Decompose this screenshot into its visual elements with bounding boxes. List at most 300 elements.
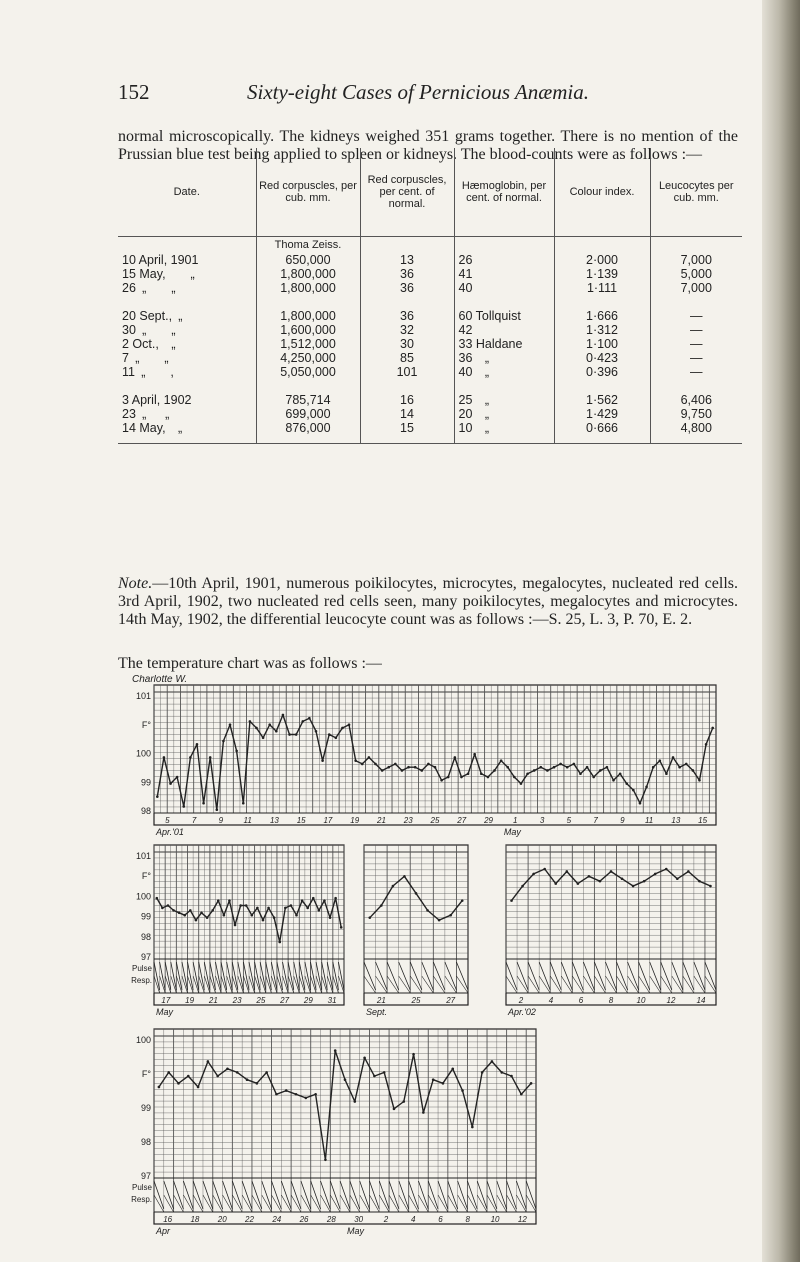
table-cell: 0·666 bbox=[554, 421, 650, 444]
temperature-line bbox=[159, 1051, 531, 1160]
table-row bbox=[118, 407, 742, 421]
resp-hatch bbox=[410, 976, 422, 993]
temperature-point bbox=[412, 1053, 415, 1056]
pulse-hatch bbox=[238, 962, 244, 990]
temperature-point bbox=[222, 740, 225, 743]
table-cell: 25 „ bbox=[454, 393, 554, 407]
table-cell: 1·139 bbox=[554, 267, 650, 281]
table-cell: 1,600,000 bbox=[256, 323, 360, 337]
date-tick-label: 26 bbox=[299, 1215, 309, 1224]
month-label: Sept. bbox=[366, 1007, 388, 1017]
pulse-hatch bbox=[672, 962, 683, 990]
table-cell: 10 April, 1901 bbox=[122, 253, 199, 267]
pulse-hatch bbox=[327, 962, 333, 990]
temperature-point bbox=[348, 723, 351, 726]
pulse-hatch bbox=[550, 962, 561, 990]
pulse-hatch bbox=[410, 962, 422, 990]
resp-hatch bbox=[497, 1195, 507, 1212]
temperature-point bbox=[577, 882, 580, 885]
panel-frame bbox=[154, 685, 716, 825]
temperature-point bbox=[183, 914, 186, 917]
temperature-line bbox=[512, 869, 711, 901]
pulse-hatch bbox=[171, 962, 177, 990]
temperature-point bbox=[177, 1082, 180, 1085]
temperature-point bbox=[426, 909, 429, 912]
temperature-point bbox=[206, 916, 209, 919]
table-spacer-row bbox=[118, 295, 742, 309]
resp-hatch bbox=[272, 1195, 282, 1212]
resp-hatch bbox=[507, 1195, 517, 1212]
temperature-chart bbox=[128, 675, 718, 1255]
y-tick-label: F° bbox=[141, 719, 151, 730]
date-tick-label: 28 bbox=[326, 1215, 336, 1224]
temperature-point bbox=[554, 882, 557, 885]
pulse-hatch bbox=[477, 1181, 487, 1209]
resp-hatch bbox=[203, 1195, 213, 1212]
date-tick-label: 31 bbox=[327, 996, 337, 1005]
temperature-point bbox=[553, 766, 556, 769]
temperature-point bbox=[295, 733, 298, 736]
pulse-hatch bbox=[583, 962, 594, 990]
temperature-point bbox=[676, 877, 679, 880]
pulse-hatch bbox=[379, 1181, 389, 1209]
pulse-hatch bbox=[262, 1181, 272, 1209]
temperature-point bbox=[506, 766, 509, 769]
date-tick-label: 21 bbox=[376, 996, 386, 1005]
chart-panel-middle-right bbox=[506, 845, 716, 1005]
temperature-point bbox=[189, 756, 192, 759]
table-cell: 0·396 bbox=[554, 365, 650, 379]
resp-hatch bbox=[350, 1195, 360, 1212]
temperature-point bbox=[178, 911, 181, 914]
resp-hatch bbox=[672, 976, 683, 993]
pulse-hatch bbox=[203, 1181, 213, 1209]
date-tick-label: 27 bbox=[446, 996, 456, 1005]
pulse-hatch bbox=[333, 962, 339, 990]
temperature-point bbox=[318, 909, 321, 912]
resp-hatch bbox=[445, 976, 457, 993]
table-cell: 1·111 bbox=[554, 281, 650, 295]
blood-count-table bbox=[118, 148, 742, 444]
temperature-point bbox=[573, 763, 576, 766]
date-tick-label: 5 bbox=[165, 816, 170, 825]
chart-panel-bottom bbox=[154, 1029, 536, 1224]
pulse-hatch bbox=[330, 1181, 340, 1209]
temperature-point bbox=[282, 714, 285, 717]
resp-hatch bbox=[387, 976, 399, 993]
pulse-hatch bbox=[252, 1181, 262, 1209]
temperature-point bbox=[321, 759, 324, 762]
resp-hatch bbox=[376, 976, 388, 993]
table-cell: — bbox=[650, 351, 742, 365]
temperature-point bbox=[599, 880, 602, 883]
temperature-point bbox=[195, 919, 198, 922]
temperature-point bbox=[643, 880, 646, 883]
resp-hatch bbox=[399, 976, 411, 993]
pulse-hatch bbox=[321, 1181, 331, 1209]
pulse-hatch bbox=[199, 962, 205, 990]
pulse-hatch bbox=[160, 962, 166, 990]
temperature-point bbox=[487, 776, 490, 779]
pulse-hatch bbox=[154, 1181, 164, 1209]
temperature-point bbox=[324, 1158, 327, 1161]
resp-hatch bbox=[572, 976, 583, 993]
pulse-hatch bbox=[299, 962, 305, 990]
table-cell: 1·666 bbox=[554, 309, 650, 323]
unit-row bbox=[118, 237, 742, 254]
table-cell: 14 May, „ bbox=[118, 421, 256, 444]
table-cell: — bbox=[650, 365, 742, 379]
temperature-point bbox=[340, 926, 343, 929]
pulse-hatch bbox=[705, 962, 716, 990]
temperature-point bbox=[500, 1071, 503, 1074]
temperature-point bbox=[414, 766, 417, 769]
side-label: Pulse bbox=[131, 1183, 152, 1192]
temperature-point bbox=[491, 1060, 494, 1063]
temperature-point bbox=[285, 1089, 288, 1092]
temperature-point bbox=[341, 727, 344, 730]
date-tick-label: 14 bbox=[696, 996, 706, 1005]
table-row bbox=[118, 253, 742, 267]
resp-hatch bbox=[517, 976, 528, 993]
pulse-hatch bbox=[165, 962, 171, 990]
resp-hatch bbox=[428, 1195, 438, 1212]
temperature-point bbox=[599, 769, 602, 772]
table-row bbox=[118, 337, 742, 351]
pulse-hatch bbox=[572, 962, 583, 990]
y-tick-label: 99 bbox=[140, 777, 151, 788]
y-tick-label: 97 bbox=[140, 952, 151, 962]
intro-paragraph: normal microscopically. The kidneys weighed 351 grams together. There is no mention of the Prussian blue test being applied to spleen or kidneys. The blood-counts were as follows :— bbox=[118, 128, 738, 163]
temperature-point bbox=[546, 769, 549, 772]
resp-hatch bbox=[252, 1195, 262, 1212]
temperature-point bbox=[255, 727, 258, 730]
pulse-hatch bbox=[266, 962, 272, 990]
table-cell: 36 bbox=[360, 309, 454, 323]
table-cell: 1·100 bbox=[554, 337, 650, 351]
table-cell: 20 Sept., „ bbox=[122, 309, 183, 323]
temperature-point bbox=[380, 904, 383, 907]
resp-hatch bbox=[301, 1195, 311, 1212]
table-cell: 7 „ „ bbox=[122, 351, 169, 365]
temperature-point bbox=[526, 772, 529, 775]
temperature-point bbox=[539, 766, 542, 769]
temperature-point bbox=[480, 772, 483, 775]
temperature-point bbox=[207, 1060, 210, 1063]
note-text: —10th April, 1901, numerous poikilocytes, microcytes, megalocytes, nucleated red cells. 3rd April, 1902, two nucleated red cells seen, many poikilocytes, megalocytes and microcytes. 14th May, 1902, the differential leucocyte count was as follows :—S. 25, L. 3, P. 70, E. 2. bbox=[118, 575, 738, 628]
temperature-point bbox=[442, 1082, 445, 1085]
pulse-hatch bbox=[428, 1181, 438, 1209]
table-cell: 1,800,000 bbox=[256, 309, 360, 323]
pulse-hatch bbox=[301, 1181, 311, 1209]
pulse-hatch bbox=[628, 962, 639, 990]
table-cell: 30 „ „ bbox=[122, 323, 176, 337]
temperature-point bbox=[447, 776, 450, 779]
date-tick-label: 10 bbox=[490, 1215, 500, 1224]
temperature-point bbox=[621, 877, 624, 880]
pulse-hatch bbox=[305, 962, 311, 990]
page-number: 152 bbox=[118, 80, 150, 104]
note-paragraph bbox=[118, 575, 738, 629]
pulse-hatch bbox=[242, 1181, 252, 1209]
pulse-hatch bbox=[232, 1181, 242, 1209]
table-cell: 1,800,000 bbox=[256, 267, 360, 281]
date-tick-label: 25 bbox=[256, 996, 266, 1005]
temperature-point bbox=[209, 756, 212, 759]
date-tick-label: 13 bbox=[671, 816, 681, 825]
resp-hatch bbox=[477, 1195, 487, 1212]
temperature-point bbox=[246, 1078, 249, 1081]
pulse-hatch bbox=[516, 1181, 526, 1209]
date-tick-label: 9 bbox=[218, 816, 224, 825]
temperature-point bbox=[256, 1082, 259, 1085]
temperature-point bbox=[420, 769, 423, 772]
resp-hatch bbox=[583, 976, 594, 993]
pulse-hatch bbox=[445, 962, 457, 990]
resp-hatch bbox=[242, 1195, 252, 1212]
table-cell: 40 „ bbox=[454, 365, 554, 379]
pulse-hatch bbox=[311, 1181, 321, 1209]
resp-hatch bbox=[409, 1195, 419, 1212]
temperature-point bbox=[308, 717, 311, 720]
resp-hatch bbox=[232, 1195, 242, 1212]
resp-hatch bbox=[262, 1195, 272, 1212]
table-cell: 9,750 bbox=[650, 407, 742, 421]
month-label: Apr.'01 bbox=[156, 827, 184, 837]
resp-hatch bbox=[458, 1195, 468, 1212]
pulse-hatch bbox=[387, 962, 399, 990]
table-row bbox=[118, 351, 742, 365]
temperature-point bbox=[533, 769, 536, 772]
table-cell: 36 „ bbox=[454, 351, 554, 365]
temperature-point bbox=[273, 916, 276, 919]
temperature-point bbox=[256, 907, 259, 910]
chart-panel-middle-left bbox=[154, 845, 344, 1005]
date-tick-label: 16 bbox=[163, 1215, 173, 1224]
temperature-point bbox=[566, 766, 569, 769]
pulse-hatch bbox=[243, 962, 249, 990]
table-cell: — bbox=[650, 309, 742, 323]
table-cell: 36 bbox=[360, 281, 454, 295]
temperature-point bbox=[249, 720, 252, 723]
temperature-point bbox=[226, 1067, 229, 1070]
pulse-hatch bbox=[364, 962, 376, 990]
date-tick-label: 23 bbox=[403, 816, 413, 825]
date-tick-label: 8 bbox=[608, 996, 614, 1005]
table-cell: 1·312 bbox=[554, 323, 650, 337]
date-tick-label: 29 bbox=[484, 816, 493, 825]
temperature-point bbox=[565, 870, 568, 873]
date-tick-label: 4 bbox=[548, 996, 554, 1005]
pulse-hatch bbox=[507, 1181, 517, 1209]
resp-hatch bbox=[516, 1195, 526, 1212]
date-tick-label: 4 bbox=[410, 1215, 416, 1224]
date-tick-label: 5 bbox=[566, 816, 572, 825]
resp-hatch bbox=[183, 1195, 193, 1212]
table-cell: 11 „ , bbox=[122, 365, 174, 379]
temperature-point bbox=[392, 885, 395, 888]
pulse-hatch bbox=[350, 1181, 360, 1209]
pulse-hatch bbox=[210, 962, 216, 990]
temperature-point bbox=[705, 743, 708, 746]
temperature-point bbox=[361, 763, 364, 766]
temperature-point bbox=[202, 802, 205, 805]
temperature-point bbox=[368, 916, 371, 919]
temperature-point bbox=[461, 899, 464, 902]
pulse-hatch bbox=[271, 962, 277, 990]
date-tick-label: 6 bbox=[578, 996, 584, 1005]
temperature-point bbox=[288, 733, 291, 736]
temperature-point bbox=[236, 1071, 239, 1074]
month-label: May bbox=[347, 1226, 365, 1236]
page-edge bbox=[762, 0, 800, 1262]
date-tick-label: 11 bbox=[243, 816, 252, 825]
temperature-point bbox=[606, 766, 609, 769]
date-tick-label: 13 bbox=[269, 816, 279, 825]
pulse-hatch bbox=[526, 1181, 536, 1209]
temperature-point bbox=[182, 805, 185, 808]
pulse-hatch bbox=[338, 962, 344, 990]
resp-hatch bbox=[506, 976, 517, 993]
temperature-point bbox=[432, 1078, 435, 1081]
table-row bbox=[118, 323, 742, 337]
month-label: May bbox=[156, 1007, 174, 1017]
pulse-hatch bbox=[223, 1181, 233, 1209]
temperature-point bbox=[393, 1108, 396, 1111]
temperature-point bbox=[155, 897, 158, 900]
date-tick-label: 6 bbox=[438, 1215, 443, 1224]
date-tick-label: 1 bbox=[513, 816, 518, 825]
temperature-point bbox=[473, 753, 476, 756]
table-cell: 15 May, „ bbox=[122, 267, 195, 281]
table-cell: 0·423 bbox=[554, 351, 650, 365]
chart-lead-text: The temperature chart was as follows :— bbox=[118, 655, 382, 672]
temperature-point bbox=[223, 914, 226, 917]
temperature-point bbox=[513, 776, 516, 779]
pulse-hatch bbox=[182, 962, 188, 990]
pulse-hatch bbox=[294, 962, 300, 990]
table-cell: 85 bbox=[360, 351, 454, 365]
temperature-point bbox=[665, 868, 668, 871]
date-tick-label: 3 bbox=[539, 816, 545, 825]
y-tick-label: 100 bbox=[135, 748, 151, 759]
date-tick-label: 25 bbox=[411, 996, 421, 1005]
pulse-hatch bbox=[389, 1181, 399, 1209]
date-tick-label: 15 bbox=[296, 816, 306, 825]
temperature-point bbox=[520, 782, 523, 785]
temperature-point bbox=[659, 759, 662, 762]
table-cell: 16 bbox=[360, 393, 454, 407]
temperature-point bbox=[645, 786, 648, 789]
temperature-point bbox=[163, 756, 166, 759]
temperature-point bbox=[158, 1086, 161, 1089]
pulse-hatch bbox=[291, 1181, 301, 1209]
resp-hatch bbox=[418, 1195, 428, 1212]
temperature-point bbox=[427, 763, 430, 766]
note-label: Note. bbox=[118, 575, 153, 592]
chart-panel-middle-centre bbox=[364, 845, 468, 1005]
temperature-point bbox=[262, 919, 265, 922]
temperature-point bbox=[678, 766, 681, 769]
col-header-haemoglobin: Hæmoglobin, per cent. of normal. bbox=[454, 148, 554, 237]
table-cell: 2·000 bbox=[554, 253, 650, 267]
resp-hatch bbox=[364, 976, 376, 993]
temperature-point bbox=[235, 750, 238, 753]
table-body bbox=[118, 237, 742, 444]
resp-hatch bbox=[369, 1195, 379, 1212]
table-row bbox=[118, 365, 742, 379]
temperature-point bbox=[592, 776, 595, 779]
table-cell: 3 April, 1902 bbox=[122, 393, 192, 407]
date-tick-label: 7 bbox=[191, 816, 197, 825]
temperature-point bbox=[481, 1071, 484, 1074]
resp-hatch bbox=[594, 976, 605, 993]
table-row bbox=[118, 281, 742, 295]
side-label: Resp. bbox=[131, 976, 152, 985]
date-tick-label: 19 bbox=[350, 816, 360, 825]
temperature-point bbox=[245, 904, 248, 907]
temperature-point bbox=[709, 885, 712, 888]
temperature-point bbox=[588, 875, 591, 878]
pulse-hatch bbox=[369, 1181, 379, 1209]
resp-hatch bbox=[340, 1195, 350, 1212]
temperature-point bbox=[265, 1071, 268, 1074]
temperature-point bbox=[368, 756, 371, 759]
table-cell: 1,512,000 bbox=[256, 337, 360, 351]
temperature-point bbox=[451, 1067, 454, 1070]
month-label: Apr.'02 bbox=[508, 1007, 536, 1017]
pulse-hatch bbox=[683, 962, 694, 990]
pulse-hatch bbox=[650, 962, 661, 990]
temperature-point bbox=[314, 1093, 317, 1096]
temperature-point bbox=[295, 914, 298, 917]
pulse-hatch bbox=[376, 962, 388, 990]
resp-hatch bbox=[456, 976, 468, 993]
temperature-point bbox=[672, 756, 675, 759]
temperature-point bbox=[306, 907, 309, 910]
resp-hatch bbox=[193, 1195, 203, 1212]
pulse-hatch bbox=[316, 962, 322, 990]
pulse-hatch bbox=[215, 962, 221, 990]
temperature-point bbox=[692, 769, 695, 772]
pulse-hatch bbox=[506, 962, 517, 990]
temperature-point bbox=[639, 802, 642, 805]
temperature-point bbox=[632, 789, 635, 792]
table-cell: 26 „ „ bbox=[122, 281, 176, 295]
temperature-point bbox=[189, 909, 192, 912]
pulse-hatch bbox=[154, 962, 160, 990]
temperature-point bbox=[625, 782, 628, 785]
temperature-point bbox=[619, 772, 622, 775]
table-cell: 4,800 bbox=[650, 421, 742, 444]
date-tick-label: 27 bbox=[280, 996, 290, 1005]
resp-hatch bbox=[389, 1195, 399, 1212]
month-label: Apr bbox=[156, 1226, 171, 1236]
pulse-hatch bbox=[399, 962, 411, 990]
temperature-point bbox=[239, 904, 242, 907]
temperature-point bbox=[167, 1071, 170, 1074]
resp-hatch bbox=[487, 1195, 497, 1212]
table-cell: 785,714 bbox=[256, 393, 360, 407]
resp-hatch bbox=[422, 976, 434, 993]
table-cell: 4,250,000 bbox=[256, 351, 360, 365]
resp-hatch bbox=[448, 1195, 458, 1212]
pulse-hatch bbox=[277, 962, 283, 990]
temperature-point bbox=[698, 880, 701, 883]
temperature-point bbox=[407, 766, 410, 769]
table-cell: 6,406 bbox=[650, 393, 742, 407]
temperature-point bbox=[415, 892, 418, 895]
